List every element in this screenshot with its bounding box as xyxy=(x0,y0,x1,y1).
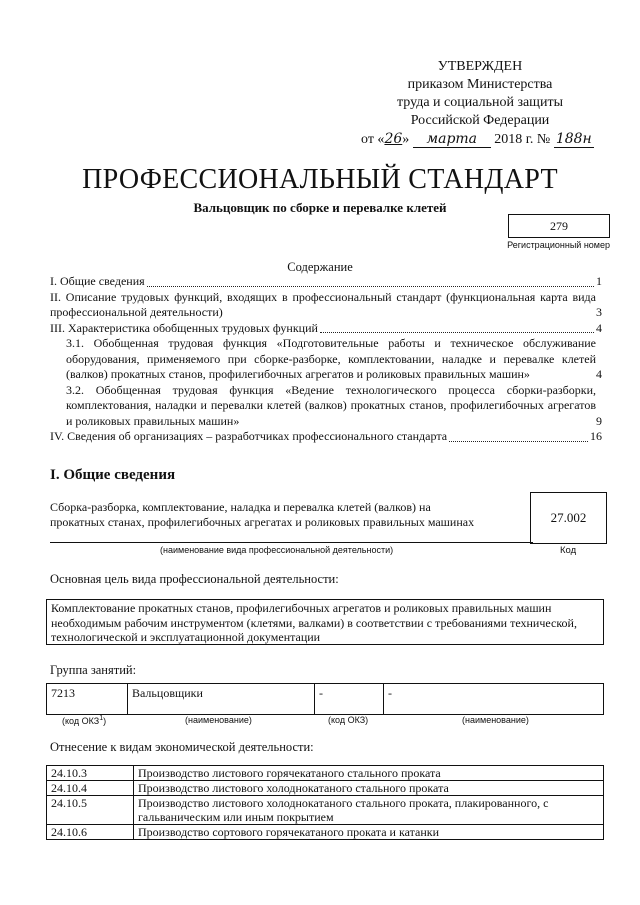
okz-code-cell: 7213 xyxy=(47,684,128,715)
table-row xyxy=(47,684,604,715)
economic-activities-table xyxy=(46,765,604,840)
activity-kind: Сборка-разборка, комплектование, наладка и перевалка клетей (валков) на прокатных станах, профилегибочных агрегатах и роликовых правильных машинах xyxy=(50,500,475,529)
date-mid: » xyxy=(402,132,410,147)
table-of-contents xyxy=(50,274,602,445)
toc-item[interactable]: III. Характеристика обобщенных трудовых функций 4 xyxy=(50,320,602,335)
table-row: 24.10.4 Производство листового холоднокатаного стального проката xyxy=(47,781,604,796)
activity-caption: (наименование вида профессиональной деятельности) xyxy=(160,545,394,555)
section-heading: I. Общие сведения xyxy=(50,467,176,483)
registration-number: 279 xyxy=(508,214,610,238)
date-month: марта xyxy=(413,132,491,148)
activity-underline xyxy=(50,542,533,543)
date-prefix: от « xyxy=(361,132,385,147)
approval-block xyxy=(355,58,605,149)
purpose-label: Основная цель вида профессиональной деятельности: xyxy=(50,572,339,586)
approval-line-3: труда и социальной защиты xyxy=(397,95,563,110)
okz-name-cell: Вальцовщики xyxy=(128,684,315,715)
toc-title: Содержание xyxy=(287,260,353,274)
purpose-box: Комплектование прокатных станов, профилегибочных агрегатов и роликовых правильных машин необходимым рабочим инструментом (клетями, валками) в соответствии с требованиями технической, технологической и эксплуатационной документации xyxy=(46,599,604,645)
approval-line-1: УТВЕРЖДЕН xyxy=(437,59,523,74)
group-label: Группа занятий: xyxy=(50,663,137,677)
registration-label: Регистрационный номер xyxy=(507,240,610,250)
caption-okz-code: (код ОКЗ$^1$) xyxy=(62,715,107,726)
toc-item[interactable]: 3.2. Обобщенная трудовая функция «Ведение технологического процесса сборки-разборки, комплектования, наладки и перевалки клетей (валков) прокатных станов, профилегибочных агрегатов и роликовых правильных машин» 9 xyxy=(66,382,602,428)
activities-label: Отнесение к видам экономической деятельности: xyxy=(50,740,314,754)
date-year: 2018 г. № xyxy=(494,132,551,147)
toc-item[interactable]: I. Общие сведения 1 xyxy=(50,274,602,288)
document-title: ПРОФЕССИОНАЛЬНЫЙ СТАНДАРТ xyxy=(82,164,558,195)
okz-code2-cell: - xyxy=(315,684,384,715)
date-day: 26 xyxy=(384,131,403,147)
code-caption: Код xyxy=(560,545,577,556)
document-subtitle: Вальцовщик по сборке и перевалке клетей xyxy=(193,200,447,215)
toc-item[interactable]: 3.1. Обобщенная трудовая функция «Подготовительные работы и техническое обслуживание оборудования, применяемого при сборке-разборке, комплектовании, наладке и перевалке клетей (валков) прокатных станов, профилегибочных агрегатов и роликовых правильных машин» 4 xyxy=(66,336,602,381)
caption-name: (наименование) xyxy=(185,715,252,725)
caption-okz-code-2: (код ОКЗ) xyxy=(328,715,369,725)
table-row: 24.10.6 Производство сортового горячекатаного проката и катанки xyxy=(47,825,604,840)
table-row: 24.10.5 Производство листового холоднокатаного стального проката, плакированного, с гальваническим или иным покрытием xyxy=(47,796,604,825)
caption-name-2: (наименование) xyxy=(462,715,529,725)
toc-item[interactable]: II. Описание трудовых функций, входящих в профессиональный стандарт (функциональная карта вида профессиональной деятельности) 3 xyxy=(50,289,602,319)
table-row: 24.10.3 Производство листового горячекатаного стального проката xyxy=(47,766,604,781)
approval-line-2: приказом Министерства xyxy=(407,77,553,92)
activity-code: 27.002 xyxy=(530,492,607,544)
okz-name2-cell: - xyxy=(384,684,604,715)
toc-item[interactable]: IV. Сведения об организациях – разработчиках профессионального стандарта 16 xyxy=(50,429,602,443)
approval-date-line xyxy=(355,130,605,149)
approval-line-4: Российской Федерации xyxy=(410,113,550,128)
occupation-group-table xyxy=(46,683,604,715)
order-number: 188н xyxy=(554,132,594,148)
